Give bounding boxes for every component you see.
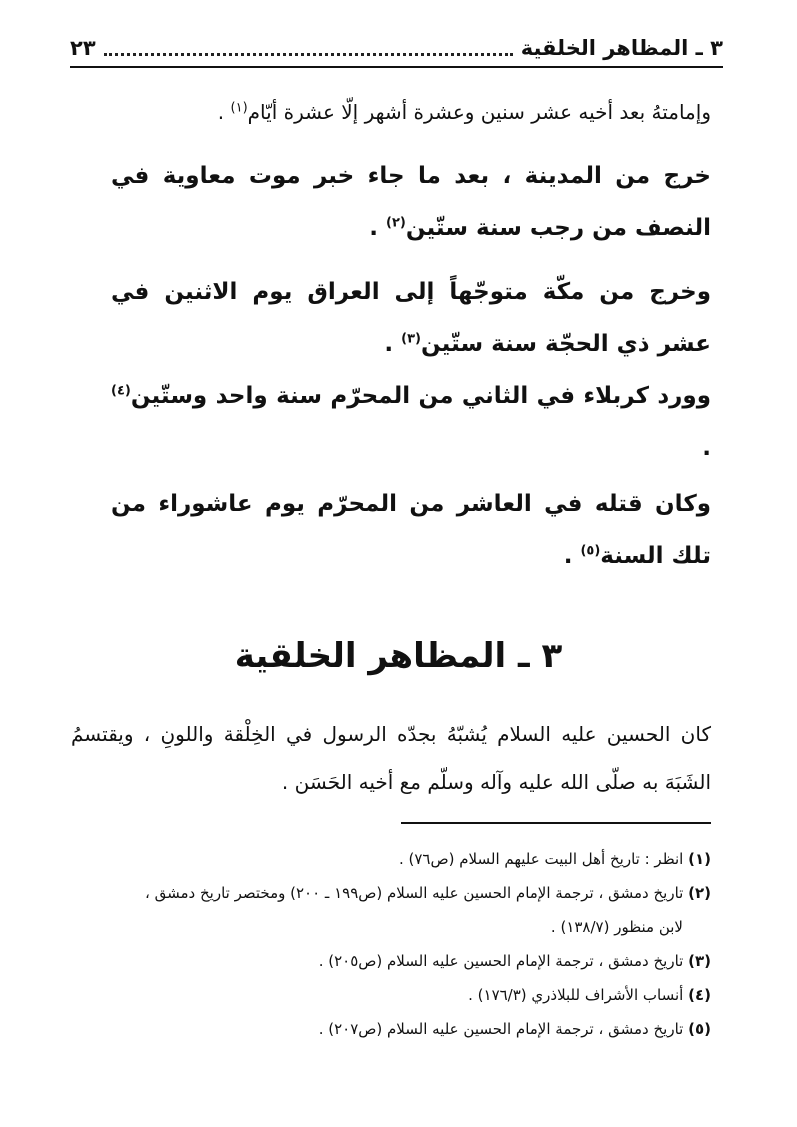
intro-paragraph xyxy=(91,92,711,132)
section-body: كان الحسين عليه السلام يُشبّهُ بجدّه الرسول في الخِلْقة واللونِ ، ويقتسمُ الشَبَهَ به صلّى الله عليه وآله وسلّم مع أخيه الحَسَن . xyxy=(71,722,711,794)
event-text: وكان قتله في العاشر من المحرّم يوم عاشوراء من تلك السنة xyxy=(111,491,711,569)
event-paragraph xyxy=(111,478,711,582)
event-end: . xyxy=(384,331,402,357)
event-text: خرج من المدينة ، بعد ما جاء خبر موت معاوية في النصف من رجب سنة ستّين xyxy=(111,163,711,241)
footnotes-list xyxy=(71,842,711,1046)
footnote-number: (٣) xyxy=(688,952,711,970)
footnote-continuation: لابن منظور (١٣٨/٧) . xyxy=(550,918,683,936)
footnote-text: انظر : تاريخ أهل البيت عليهم السلام (ص٧٦) . xyxy=(398,850,684,868)
footnote-number: (٤) xyxy=(688,986,711,1004)
footnote-divider xyxy=(401,822,711,824)
footnote-number: (٥) xyxy=(688,1020,711,1038)
event-end: . xyxy=(563,543,581,569)
page-number: ٢٣ xyxy=(70,36,96,60)
footnote-text: تاريخ دمشق ، ترجمة الإمام الحسين عليه السلام (ص٢٠٧) . xyxy=(318,1020,684,1038)
event-text: وورد كربلاء في الثاني من المحرّم سنة واحد وستّين xyxy=(130,383,711,409)
event-paragraph xyxy=(111,370,711,474)
footnote-number: (١) xyxy=(688,850,711,868)
footnote-item xyxy=(71,978,711,1012)
footnote-item xyxy=(71,944,711,978)
footnote-ref: (٥) xyxy=(580,543,601,559)
footnote-ref: (١) xyxy=(230,100,248,116)
footnote-ref: (٢) xyxy=(386,215,406,231)
footnote-item xyxy=(71,1012,711,1046)
footnote-number: (٢) xyxy=(688,884,711,902)
footnote-item xyxy=(71,876,711,944)
event-paragraph xyxy=(111,150,711,254)
section-title: ٣ ـ المظاهر الخلقية xyxy=(234,636,563,676)
running-header xyxy=(70,30,723,68)
intro-end: . xyxy=(217,100,231,124)
footnote-text: تاريخ دمشق ، ترجمة الإمام الحسين عليه السلام (ص٢٠٥) . xyxy=(318,952,684,970)
event-end: . xyxy=(702,435,711,461)
footnote-ref: (٣) xyxy=(401,331,421,347)
footnote-text: تاريخ دمشق ، ترجمة الإمام الحسين عليه السلام (ص١٩٩ ـ ٢٠٠) ومختصر تاريخ دمشق ، xyxy=(144,884,684,902)
header-leader-dots xyxy=(104,41,513,56)
event-paragraph xyxy=(111,266,711,370)
event-text: وخرج من مكّة متوجّهاً إلى العراق يوم الاثنين في عشر ذي الحجّة سنة ستّين xyxy=(111,279,711,357)
footnote-ref: (٤) xyxy=(111,383,131,399)
intro-text: وإمامتهُ بعد أخيه عشر سنين وعشرة أشهر إلّا عشرة أيّام xyxy=(247,100,711,124)
footnote-item xyxy=(71,842,711,876)
event-end: . xyxy=(369,215,386,241)
running-title: ٣ ـ المظاهر الخلقية xyxy=(520,36,723,60)
footnote-text: أنساب الأشراف للبلاذري (١٧٦/٣) . xyxy=(468,986,684,1004)
